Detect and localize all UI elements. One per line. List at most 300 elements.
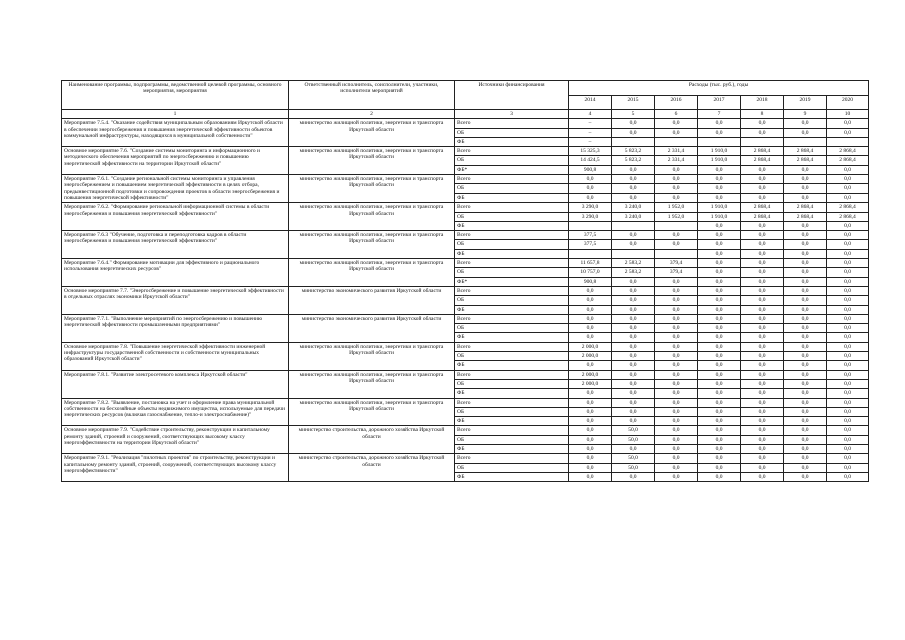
- amount-cell: 0,0: [827, 324, 869, 333]
- activity-name-cell: Основное мероприятие 7.9. "Содействие строительству, реконструкции и капитальному ремонту зданий, строений и сооружений, соответствующих высокому классу энергоэффективности на территории Иркутской области": [62, 426, 289, 454]
- header-program-name: Наименование программы, подпрограммы, ведомственной целевой программы, основного мероприятия, мероприятия: [62, 81, 289, 110]
- executor-cell: министерство экономического развития Иркутской области: [289, 314, 455, 342]
- amount-cell: 0,0: [698, 352, 741, 361]
- header-year: 2014: [569, 95, 612, 110]
- activity-name-cell: Мероприятие 7.9.1. "Реализация "пилотных проектов" по строительству, реконструкции и капитальному ремонту зданий, строений, сооружений, соответствующих высокому классу энергоэффективности": [62, 454, 289, 482]
- table-row: [62, 147, 869, 156]
- amount-cell: 0,0: [698, 305, 741, 314]
- amount-cell: 0,0: [612, 286, 655, 295]
- activity-name-cell: Мероприятие 7.6.4." Формирование мотивации для эффективного и рационального использования энергетических ресурсов": [62, 259, 289, 287]
- amount-cell: 0,0: [784, 128, 827, 137]
- amount-cell: 50,0: [612, 454, 655, 463]
- amount-cell: 0,0: [655, 454, 698, 463]
- funding-source-cell: ОБ: [455, 435, 569, 444]
- amount-cell: 0,0: [784, 454, 827, 463]
- amount-cell: 0,0: [569, 184, 612, 193]
- amount-cell: 0,0: [569, 398, 612, 407]
- column-number: 6: [655, 110, 698, 119]
- executor-cell: министерство жилищной политики, энергетики и транспорта Иркутской области: [289, 147, 455, 175]
- amount-cell: 2 868,4: [784, 147, 827, 156]
- amount-cell: 377,5: [569, 240, 612, 249]
- amount-cell: 5 823,2: [612, 147, 655, 156]
- funding-source-cell: ОБ: [455, 379, 569, 388]
- amount-cell: 0,0: [827, 259, 869, 268]
- amount-cell: 0,0: [741, 463, 784, 472]
- header-year: 2019: [784, 95, 827, 110]
- amount-cell: 0,0: [827, 407, 869, 416]
- funding-source-cell: Всего: [455, 147, 569, 156]
- amount-cell: 0,0: [827, 361, 869, 370]
- amount-cell: 0,0: [827, 370, 869, 379]
- amount-cell: 0,0: [698, 175, 741, 184]
- funding-source-cell: Всего: [455, 175, 569, 184]
- funding-source-cell: ОБ: [455, 128, 569, 137]
- amount-cell: –: [569, 119, 612, 128]
- amount-cell: 0,0: [569, 426, 612, 435]
- amount-cell: 11 657,8: [569, 259, 612, 268]
- amount-cell: 0,0: [698, 314, 741, 323]
- amount-cell: 0,0: [612, 119, 655, 128]
- amount-cell: 0,0: [698, 221, 741, 230]
- amount-cell: 0,0: [784, 472, 827, 481]
- amount-cell: 0,0: [612, 324, 655, 333]
- amount-cell: 0,0: [784, 184, 827, 193]
- funding-source-cell: ФБ: [455, 389, 569, 398]
- amount-cell: 0,0: [784, 277, 827, 286]
- amount-cell: 2 868,4: [741, 147, 784, 156]
- amount-cell: 0,0: [827, 417, 869, 426]
- amount-cell: 0,0: [827, 379, 869, 388]
- column-number: 4: [569, 110, 612, 119]
- executor-cell: министерство жилищной политики, энергетики и транспорта Иркутской области: [289, 259, 455, 287]
- amount-cell: 0,0: [741, 352, 784, 361]
- table-row: [62, 426, 869, 435]
- amount-cell: 3 240,0: [612, 203, 655, 212]
- amount-cell: 0,0: [612, 370, 655, 379]
- amount-cell: 0,0: [784, 333, 827, 342]
- amount-cell: 0,0: [784, 426, 827, 435]
- amount-cell: 0,0: [784, 389, 827, 398]
- amount-cell: 0,0: [784, 417, 827, 426]
- funding-source-cell: Всего: [455, 314, 569, 323]
- amount-cell: 0,0: [655, 389, 698, 398]
- header-year: 2020: [827, 95, 869, 110]
- amount-cell: 0,0: [698, 361, 741, 370]
- amount-cell: 0,0: [655, 426, 698, 435]
- amount-cell: 0,0: [784, 342, 827, 351]
- executor-cell: министерство строительства, дорожного хозяйства Иркутской области: [289, 454, 455, 482]
- amount-cell: 0,0: [827, 184, 869, 193]
- amount-cell: 0,0: [698, 268, 741, 277]
- activity-name-cell: Основное мероприятие 7.6. "Создание системы мониторинга и информационного и методического обеспечения мероприятий по энергосбережению и повышению энергетической эффективности на территории Иркутской области": [62, 147, 289, 175]
- amount-cell: 0,0: [827, 221, 869, 230]
- header-row: [62, 81, 869, 96]
- amount-cell: 0,0: [741, 165, 784, 174]
- amount-cell: 0,0: [655, 277, 698, 286]
- amount-cell: 2 868,4: [741, 212, 784, 221]
- amount-cell: 0,0: [698, 277, 741, 286]
- amount-cell: 0,0: [655, 184, 698, 193]
- funding-source-cell: Всего: [455, 454, 569, 463]
- amount-cell: 0,0: [827, 277, 869, 286]
- activity-name-cell: Мероприятие 7.5.4. "Оказание содействия муниципальным образованиям Иркутской области в обеспечении энергосбережения и повышения энергетической эффективности объектов коммунальной инфраструктуры, находящихся в муниципальной собственности": [62, 119, 289, 147]
- funding-source-cell: Всего: [455, 259, 569, 268]
- table-row: [62, 231, 869, 240]
- amount-cell: 0,0: [698, 240, 741, 249]
- amount-cell: 0,0: [698, 472, 741, 481]
- amount-cell: 0,0: [612, 417, 655, 426]
- amount-cell: [698, 137, 741, 146]
- amount-cell: –: [569, 128, 612, 137]
- amount-cell: 0,0: [655, 417, 698, 426]
- funding-source-cell: ФБ: [455, 417, 569, 426]
- amount-cell: 2 000,0: [569, 352, 612, 361]
- amount-cell: 2 583,2: [612, 268, 655, 277]
- funding-source-cell: ОБ: [455, 324, 569, 333]
- amount-cell: 0,0: [612, 444, 655, 453]
- activity-name-cell: Основное мероприятие 7.7. "Энергосбережение и повышение энергетической эффективности в отдельных отраслях экономики Иркутской области": [62, 286, 289, 314]
- amount-cell: 0,0: [741, 379, 784, 388]
- amount-cell: 0,0: [698, 286, 741, 295]
- funding-source-cell: ФБ: [455, 472, 569, 481]
- amount-cell: 0,0: [569, 454, 612, 463]
- amount-cell: 0,0: [827, 193, 869, 202]
- amount-cell: 0,0: [741, 454, 784, 463]
- amount-cell: 2 000,0: [569, 379, 612, 388]
- amount-cell: 0,0: [655, 407, 698, 416]
- amount-cell: 0,0: [741, 240, 784, 249]
- amount-cell: 0,0: [827, 352, 869, 361]
- amount-cell: 0,0: [741, 268, 784, 277]
- amount-cell: 0,0: [569, 407, 612, 416]
- amount-cell: 1 910,0: [698, 212, 741, 221]
- amount-cell: 0,0: [741, 435, 784, 444]
- amount-cell: 0,0: [698, 119, 741, 128]
- amount-cell: –: [569, 137, 612, 146]
- amount-cell: 0,0: [827, 305, 869, 314]
- amount-cell: 0,0: [569, 296, 612, 305]
- amount-cell: 0,0: [612, 333, 655, 342]
- amount-cell: 0,0: [784, 314, 827, 323]
- funding-source-cell: ОБ: [455, 212, 569, 221]
- amount-cell: 14 424,5: [569, 156, 612, 165]
- amount-cell: 0,0: [612, 361, 655, 370]
- amount-cell: 0,0: [741, 249, 784, 258]
- activity-name-cell: Мероприятие 7.7.1. "Выполнение мероприятий по энергосбережению и повышению энергетической эффективности промышленными предприятиями": [62, 314, 289, 342]
- amount-cell: 0,0: [569, 361, 612, 370]
- amount-cell: 2 868,4: [741, 156, 784, 165]
- amount-cell: 0,0: [612, 305, 655, 314]
- amount-cell: 900,8: [569, 277, 612, 286]
- funding-source-cell: Всего: [455, 398, 569, 407]
- amount-cell: 0,0: [784, 324, 827, 333]
- amount-cell: 0,0: [655, 435, 698, 444]
- amount-cell: 0,0: [655, 333, 698, 342]
- amount-cell: 0,0: [698, 407, 741, 416]
- amount-cell: 0,0: [698, 249, 741, 258]
- amount-cell: [784, 137, 827, 146]
- amount-cell: 0,0: [741, 333, 784, 342]
- amount-cell: 0,0: [741, 444, 784, 453]
- amount-cell: 0,0: [827, 398, 869, 407]
- funding-source-cell: ФБ*: [455, 277, 569, 286]
- amount-cell: 0,0: [698, 417, 741, 426]
- amount-cell: 0,0: [784, 463, 827, 472]
- funding-source-cell: ОБ: [455, 407, 569, 416]
- amount-cell: 0,0: [741, 175, 784, 184]
- amount-cell: [612, 221, 655, 230]
- amount-cell: 0,0: [612, 296, 655, 305]
- amount-cell: 3 290,0: [569, 203, 612, 212]
- amount-cell: 0,0: [698, 259, 741, 268]
- amount-cell: 0,0: [655, 314, 698, 323]
- amount-cell: 0,0: [655, 286, 698, 295]
- amount-cell: 0,0: [784, 305, 827, 314]
- amount-cell: 0,0: [698, 231, 741, 240]
- amount-cell: 2 868,4: [741, 203, 784, 212]
- amount-cell: 0,0: [569, 417, 612, 426]
- amount-cell: 2 583,2: [612, 259, 655, 268]
- amount-cell: 0,0: [741, 324, 784, 333]
- amount-cell: 0,0: [741, 361, 784, 370]
- amount-cell: 0,0: [655, 463, 698, 472]
- column-number: 9: [784, 110, 827, 119]
- amount-cell: 0,0: [784, 119, 827, 128]
- column-number: 3: [455, 110, 569, 119]
- amount-cell: 0,0: [569, 435, 612, 444]
- amount-cell: 2 000,0: [569, 342, 612, 351]
- header-funding-sources: Источники финансирования: [455, 81, 569, 110]
- funding-source-cell: ОБ: [455, 296, 569, 305]
- amount-cell: 1 910,0: [698, 156, 741, 165]
- amount-cell: 0,0: [784, 165, 827, 174]
- amount-cell: 0,0: [698, 444, 741, 453]
- funding-source-cell: ОБ: [455, 268, 569, 277]
- amount-cell: 0,0: [741, 417, 784, 426]
- amount-cell: 0,0: [655, 296, 698, 305]
- table-row: [62, 119, 869, 128]
- amount-cell: 0,0: [784, 370, 827, 379]
- executor-cell: министерство жилищной политики, энергетики и транспорта Иркутской области: [289, 342, 455, 370]
- amount-cell: 0,0: [698, 398, 741, 407]
- column-number: 10: [827, 110, 869, 119]
- amount-cell: 0,0: [784, 268, 827, 277]
- amount-cell: 0,0: [784, 398, 827, 407]
- expenditure-table: [61, 80, 869, 482]
- amount-cell: 0,0: [698, 426, 741, 435]
- amount-cell: 0,0: [741, 370, 784, 379]
- amount-cell: 2 868,4: [784, 156, 827, 165]
- amount-cell: 1 952,0: [655, 212, 698, 221]
- amount-cell: 0,0: [569, 472, 612, 481]
- amount-cell: 0,0: [827, 426, 869, 435]
- amount-cell: 0,0: [612, 314, 655, 323]
- amount-cell: 0,0: [612, 352, 655, 361]
- amount-cell: 0,0: [698, 370, 741, 379]
- funding-source-cell: ОБ: [455, 463, 569, 472]
- amount-cell: [655, 137, 698, 146]
- amount-cell: 1 952,0: [655, 203, 698, 212]
- amount-cell: 2 868,4: [827, 203, 869, 212]
- funding-source-cell: Всего: [455, 119, 569, 128]
- activity-name-cell: Мероприятие 7.8.1. "Развитие электросетевого комплекса Иркутской области": [62, 370, 289, 398]
- funding-source-cell: ОБ: [455, 156, 569, 165]
- amount-cell: 0,0: [655, 165, 698, 174]
- amount-cell: [741, 137, 784, 146]
- amount-cell: 0,0: [655, 193, 698, 202]
- amount-cell: 0,0: [569, 333, 612, 342]
- amount-cell: 0,0: [741, 305, 784, 314]
- funding-source-cell: ФБ: [455, 333, 569, 342]
- amount-cell: 0,0: [698, 463, 741, 472]
- table-row: [62, 398, 869, 407]
- amount-cell: 0,0: [698, 342, 741, 351]
- amount-cell: 0,0: [784, 240, 827, 249]
- amount-cell: 379,4: [655, 259, 698, 268]
- amount-cell: 0,0: [612, 472, 655, 481]
- table-row: [62, 175, 869, 184]
- amount-cell: 10 757,0: [569, 268, 612, 277]
- amount-cell: 0,0: [784, 221, 827, 230]
- column-number: 2: [289, 110, 455, 119]
- funding-source-cell: ФБ: [455, 249, 569, 258]
- amount-cell: 0,0: [827, 175, 869, 184]
- amount-cell: 0,0: [827, 128, 869, 137]
- amount-cell: 0,0: [698, 389, 741, 398]
- amount-cell: 0,0: [784, 435, 827, 444]
- amount-cell: 0,0: [612, 398, 655, 407]
- column-number: 7: [698, 110, 741, 119]
- amount-cell: 2 868,4: [784, 212, 827, 221]
- amount-cell: [612, 137, 655, 146]
- activity-name-cell: Мероприятие 7.6.2. "Формирование региональной информационной системы в области энергосбережения и повышения энергетической эффективности": [62, 203, 289, 231]
- amount-cell: 0,0: [655, 379, 698, 388]
- funding-source-cell: Всего: [455, 286, 569, 295]
- header-executor: Ответственный исполнитель, соисполнители, участники, исполнители мероприятий: [289, 81, 455, 110]
- executor-cell: министерство жилищной политики, энергетики и транспорта Иркутской области: [289, 175, 455, 203]
- amount-cell: 0,0: [655, 324, 698, 333]
- amount-cell: 50,0: [612, 435, 655, 444]
- amount-cell: 2 868,4: [827, 156, 869, 165]
- amount-cell: 2 868,4: [827, 147, 869, 156]
- activity-name-cell: Мероприятие 7.6.1. "Создание региональной системы мониторинга и управления энергосбережением и повышением энергетической эффективности в целях отбора, предынвестиционной подготовки и сопровождения проектов в области энергосбережения и повышения энергетической эффективности": [62, 175, 289, 203]
- executor-cell: министерство жилищной политики, энергетики и транспорта Иркутской области: [289, 119, 455, 147]
- amount-cell: 3 290,0: [569, 212, 612, 221]
- header-year: 2016: [655, 95, 698, 110]
- table-row: [62, 203, 869, 212]
- table-body: [62, 81, 869, 482]
- amount-cell: 0,0: [655, 342, 698, 351]
- amount-cell: 0,0: [827, 333, 869, 342]
- amount-cell: 0,0: [827, 231, 869, 240]
- amount-cell: 0,0: [741, 184, 784, 193]
- amount-cell: 0,0: [784, 352, 827, 361]
- amount-cell: 0,0: [612, 231, 655, 240]
- amount-cell: 0,0: [827, 296, 869, 305]
- amount-cell: 0,0: [698, 333, 741, 342]
- amount-cell: 0,0: [741, 119, 784, 128]
- amount-cell: 0,0: [569, 444, 612, 453]
- amount-cell: 0,0: [655, 305, 698, 314]
- amount-cell: 0,0: [655, 231, 698, 240]
- amount-cell: 0,0: [741, 193, 784, 202]
- amount-cell: 0,0: [784, 296, 827, 305]
- funding-source-cell: ФБ: [455, 221, 569, 230]
- table-row: [62, 370, 869, 379]
- column-number: 8: [741, 110, 784, 119]
- amount-cell: 0,0: [784, 259, 827, 268]
- amount-cell: 0,0: [655, 175, 698, 184]
- amount-cell: 0,0: [655, 472, 698, 481]
- amount-cell: 0,0: [741, 286, 784, 295]
- amount-cell: 0,0: [698, 435, 741, 444]
- funding-source-cell: Всего: [455, 231, 569, 240]
- amount-cell: 0,0: [569, 314, 612, 323]
- amount-cell: [827, 137, 869, 146]
- amount-cell: 0,0: [612, 240, 655, 249]
- amount-cell: 0,0: [612, 175, 655, 184]
- amount-cell: 5 823,2: [612, 156, 655, 165]
- amount-cell: 0,0: [827, 389, 869, 398]
- activity-name-cell: Основное мероприятие 7.8. "Повышение энергетической эффективности инженерной инфраструктуры государственной собственности и собственности муниципальных образований Иркутской области": [62, 342, 289, 370]
- column-number-row: [62, 110, 869, 119]
- amount-cell: 900,8: [569, 165, 612, 174]
- amount-cell: 0,0: [698, 296, 741, 305]
- amount-cell: 2 331,4: [655, 156, 698, 165]
- amount-cell: 0,0: [655, 370, 698, 379]
- amount-cell: 0,0: [569, 463, 612, 472]
- header-year: 2017: [698, 95, 741, 110]
- amount-cell: 0,0: [827, 286, 869, 295]
- amount-cell: 377,5: [569, 231, 612, 240]
- header-expenses: Расходы (тыс. руб.), годы: [569, 81, 869, 96]
- amount-cell: 0,0: [784, 444, 827, 453]
- amount-cell: 0,0: [784, 379, 827, 388]
- table-row: [62, 286, 869, 295]
- amount-cell: 2 868,4: [784, 203, 827, 212]
- funding-source-cell: ФБ: [455, 137, 569, 146]
- amount-cell: 0,0: [698, 379, 741, 388]
- executor-cell: министерство экономического развития Иркутской области: [289, 286, 455, 314]
- funding-source-cell: Всего: [455, 426, 569, 435]
- amount-cell: 0,0: [655, 119, 698, 128]
- amount-cell: 0,0: [741, 426, 784, 435]
- amount-cell: 0,0: [612, 407, 655, 416]
- amount-cell: 0,0: [655, 240, 698, 249]
- funding-source-cell: Всего: [455, 342, 569, 351]
- amount-cell: 0,0: [612, 165, 655, 174]
- amount-cell: 0,0: [612, 193, 655, 202]
- amount-cell: 0,0: [784, 231, 827, 240]
- amount-cell: 0,0: [655, 128, 698, 137]
- column-number: 5: [612, 110, 655, 119]
- amount-cell: 0,0: [827, 165, 869, 174]
- amount-cell: 0,0: [741, 314, 784, 323]
- amount-cell: 0,0: [741, 407, 784, 416]
- amount-cell: 0,0: [784, 249, 827, 258]
- amount-cell: 0,0: [612, 128, 655, 137]
- executor-cell: министерство жилищной политики, энергетики и транспорта Иркутской области: [289, 231, 455, 259]
- executor-cell: министерство жилищной политики, энергетики и транспорта Иркутской области: [289, 398, 455, 426]
- table-row: [62, 314, 869, 323]
- funding-source-cell: ФБ: [455, 444, 569, 453]
- column-number: 1: [62, 110, 289, 119]
- amount-cell: 15 325,3: [569, 147, 612, 156]
- amount-cell: 2 331,4: [655, 147, 698, 156]
- funding-source-cell: Всего: [455, 203, 569, 212]
- funding-source-cell: ФБ*: [455, 165, 569, 174]
- amount-cell: 0,0: [784, 175, 827, 184]
